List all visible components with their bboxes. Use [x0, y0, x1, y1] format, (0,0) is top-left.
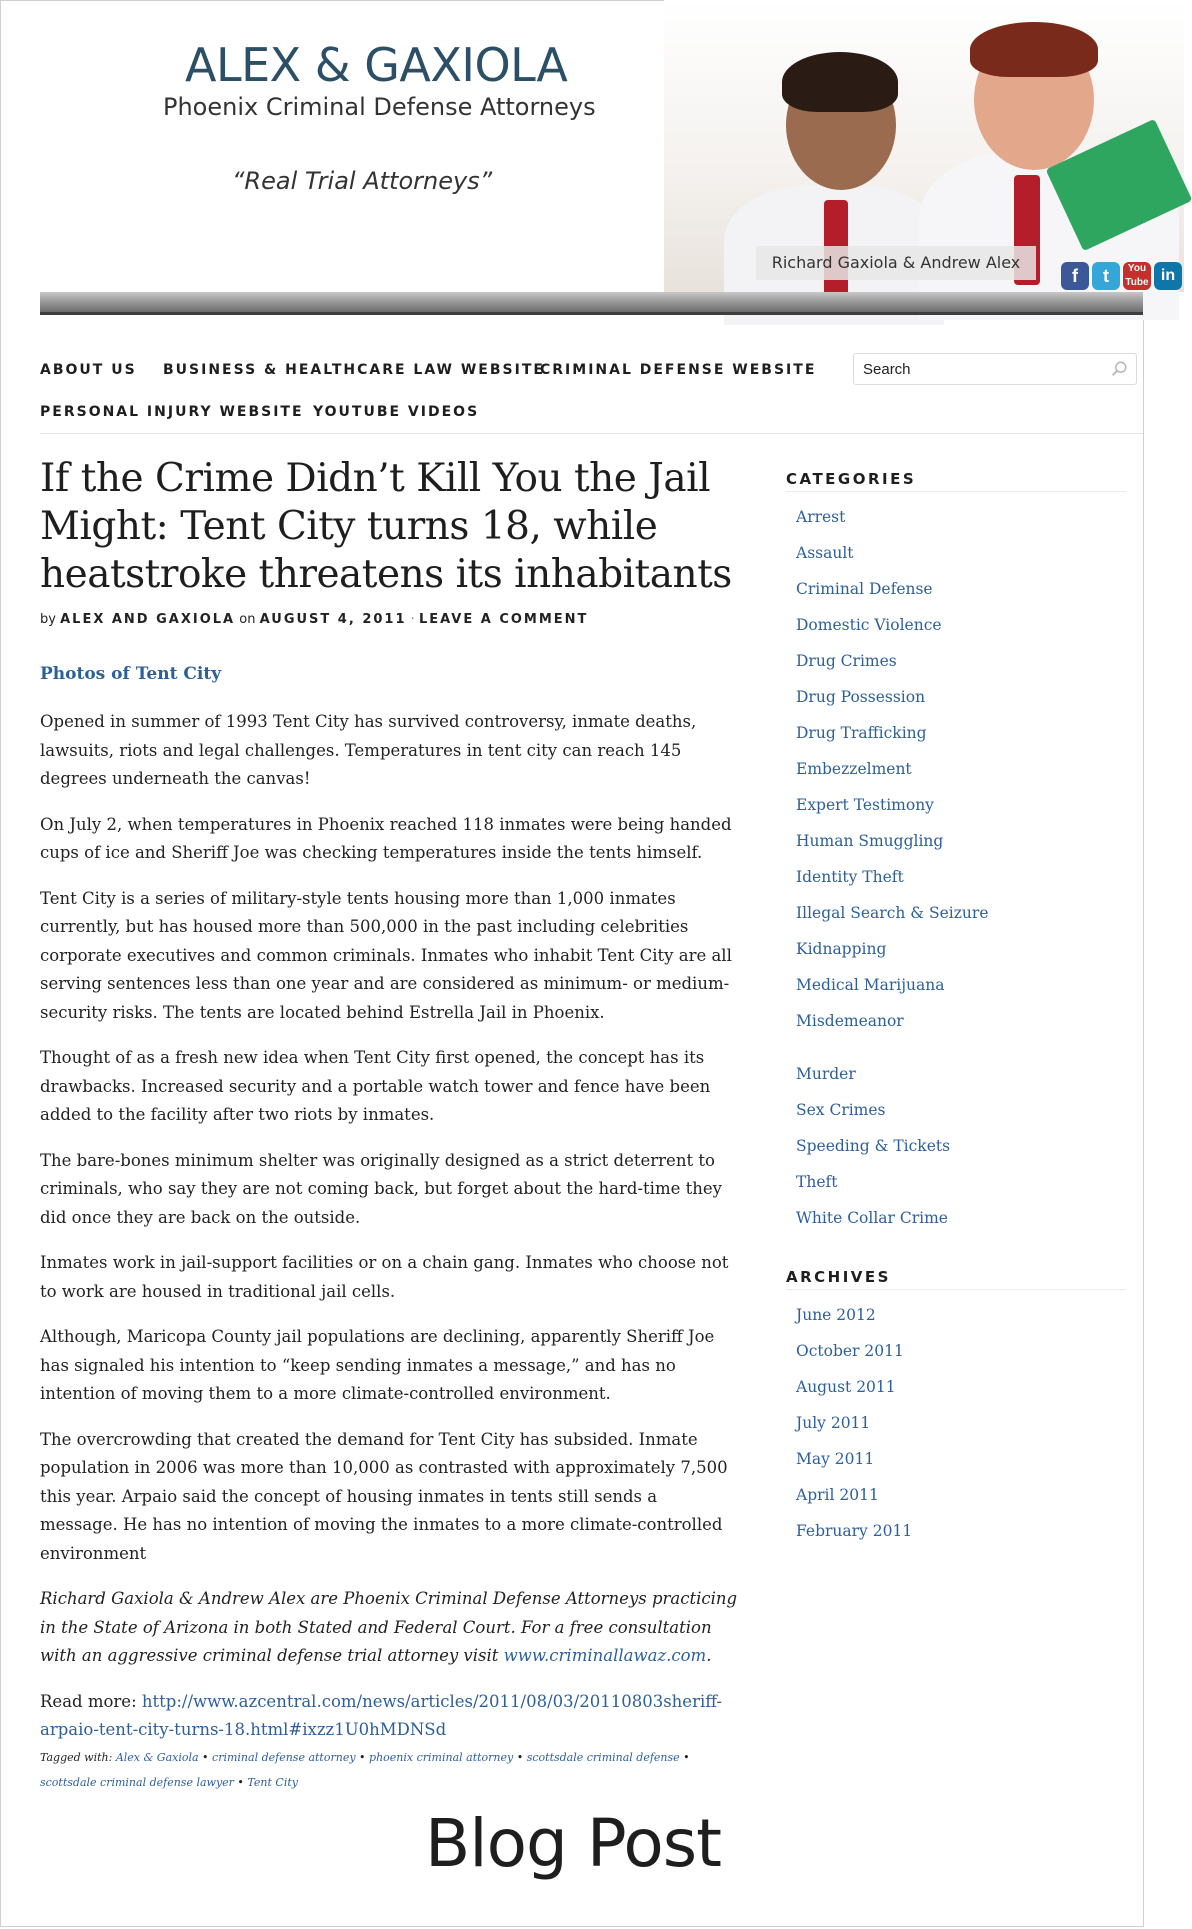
youtube-icon[interactable]: You Tube — [1123, 262, 1151, 290]
header-divider-bar — [40, 292, 1143, 315]
nav-about-us[interactable]: ABOUT US — [40, 362, 137, 378]
category-link[interactable]: Drug Crimes — [796, 652, 897, 670]
read-more-label: Read more: — [40, 1691, 142, 1711]
twitter-icon[interactable]: t — [1092, 262, 1120, 290]
site-header — [40, 0, 1176, 292]
article-paragraph: The overcrowding that created the demand for Tent City has subsided. Inmate population in 2006 was more than 10,000 as contrasted with approximately 7,500 this year. Arpaio said the concept of housing inmates in tents still sends a message. He has no intention of moving the inmates to a more climate-controlled environment — [40, 1429, 728, 1563]
linkedin-icon[interactable]: in — [1154, 262, 1182, 290]
category-link[interactable]: Identity Theft — [796, 868, 904, 886]
category-link[interactable]: Arrest — [796, 508, 846, 526]
social-icons — [1061, 262, 1182, 290]
article-title: If the Crime Didn’t Kill You the Jail Might: Tent City turns 18, while heatstroke threatens its inhabitants — [40, 456, 732, 597]
archives-heading: ARCHIVES — [786, 1268, 891, 1286]
article-paragraph: Although, Maricopa County jail populations are declining, apparently Sheriff Joe has signaled his intention to “keep sending inmates a message,” and has no intention of moving them to a more climate-controlled environment. — [40, 1327, 715, 1403]
archive-link[interactable]: February 2011 — [796, 1522, 913, 1540]
category-link[interactable]: White Collar Crime — [796, 1209, 948, 1227]
article-paragraph: Opened in summer of 1993 Tent City has survived controversy, inmate deaths, lawsuits, riots and legal challenges. Temperatures in tent city can reach 145 degrees underneath the canvas! — [40, 712, 697, 788]
tag-separator: • — [233, 1776, 248, 1789]
archives-divider — [786, 1289, 1126, 1290]
archives-scroll-area[interactable] — [796, 1302, 1126, 1538]
archive-link[interactable]: August 2011 — [796, 1378, 896, 1396]
article-paragraph: The bare-bones minimum shelter was originally designed as a strict deterrent to criminals, who say they are not coming back, but forget about the hard-time they did once they are back on the outside. — [40, 1150, 722, 1227]
tag-link[interactable]: scottsdale criminal defense lawyer — [40, 1776, 234, 1789]
byline-separator: · — [410, 612, 415, 627]
site-subtitle: Phoenix Criminal Defense Attorneys — [163, 93, 596, 121]
archive-link[interactable]: July 2011 — [796, 1414, 871, 1432]
archive-link[interactable]: October 2011 — [796, 1342, 904, 1360]
archive-link[interactable]: June 2012 — [796, 1306, 876, 1324]
nav-business-healthcare[interactable]: BUSINESS & HEALTHCARE LAW WEBSITE — [163, 362, 545, 378]
leave-comment-link[interactable]: LEAVE A COMMENT — [418, 612, 589, 627]
article-paragraph: Inmates work in jail-support facilities or on a chain gang. Inmates who choose not to work are housed in traditional jail cells. — [40, 1253, 729, 1301]
nav-personal-injury[interactable]: PERSONAL INJURY WEBSITE — [40, 404, 304, 420]
category-link[interactable]: Embezzelment — [796, 760, 912, 778]
tag-list — [40, 1745, 740, 1795]
article-paragraph: On July 2, when temperatures in Phoenix reached 118 inmates were being handed cups of ice and Sheriff Joe was checking temperatures inside the tents himself. — [40, 814, 732, 862]
tag-separator: • — [679, 1751, 690, 1764]
closing-text: Richard Gaxiola & Andrew Alex are Phoenix Criminal Defense Attorneys practicing in the State of Arizona in both Stated and Federal Court. For a free consultation with an aggressive criminal defense trial attorney visit — [40, 1589, 738, 1665]
category-link[interactable]: Domestic Violence — [796, 616, 942, 634]
category-link[interactable]: Illegal Search & Seizure — [796, 904, 989, 922]
attorney-left-hair — [782, 52, 898, 112]
category-link[interactable]: Sex Crimes — [796, 1101, 886, 1119]
category-link[interactable]: Misdemeanor — [796, 1012, 904, 1030]
archive-link[interactable]: April 2011 — [796, 1486, 879, 1504]
closing-period: . — [706, 1646, 712, 1665]
search-box — [853, 353, 1137, 385]
photos-of-tent-city-link[interactable]: Photos of Tent City — [40, 664, 222, 684]
category-link[interactable]: Kidnapping — [796, 940, 887, 958]
category-link[interactable]: Assault — [796, 544, 854, 562]
article-byline — [40, 612, 588, 627]
categories-heading: CATEGORIES — [786, 470, 917, 488]
category-link[interactable]: Expert Testimony — [796, 796, 934, 814]
archive-link[interactable]: May 2011 — [796, 1450, 875, 1468]
category-link[interactable]: Speeding & Tickets — [796, 1137, 951, 1155]
byline-on: on — [239, 612, 256, 627]
article-paragraph: Tent City is a series of military-style tents housing more than 1,000 inmates currently, but has housed more than 500,000 in the past including celebrities corporate executives and common criminals. Inmates who inhabit Tent City are all serving sentences less than one year and are considered as minimum- or medium-security risks. The tents are located behind Estrella Jail in Phoenix. — [40, 888, 732, 1022]
tag-link[interactable]: Tent City — [247, 1776, 298, 1789]
category-link[interactable]: Murder — [796, 1065, 856, 1083]
search-input[interactable] — [863, 359, 1093, 379]
site-logo[interactable]: ALEX & GAXIOLA — [185, 38, 568, 92]
nav-divider — [40, 433, 1143, 434]
categories-divider — [786, 491, 1126, 492]
tag-link[interactable]: scottsdale criminal defense — [526, 1751, 680, 1764]
category-link[interactable]: Drug Possession — [796, 688, 926, 706]
criminallawaz-link[interactable]: www.criminallawaz.com — [503, 1646, 707, 1665]
category-link[interactable]: Theft — [796, 1173, 838, 1191]
tag-separator: • — [513, 1751, 527, 1764]
category-link[interactable]: Human Smuggling — [796, 832, 944, 850]
attorney-right-hair — [970, 22, 1098, 77]
byline-author[interactable]: ALEX AND GAXIOLA — [60, 612, 236, 627]
read-more-link[interactable]: http://www.azcentral.com/news/articles/2011/08/03/20110803sheriff-arpaio-tent-city-turns-18.html#ixzz1U0hMDNSd — [40, 1691, 722, 1739]
read-more-paragraph — [40, 1688, 740, 1745]
byline-date: AUGUST 4, 2011 — [259, 612, 407, 627]
byline-by: by — [40, 612, 56, 627]
category-link[interactable]: Criminal Defense — [796, 580, 933, 598]
nav-criminal-defense[interactable]: CRIMINAL DEFENSE WEBSITE — [540, 362, 817, 378]
photo-caption: Richard Gaxiola & Andrew Alex — [756, 246, 1036, 280]
tag-link[interactable]: criminal defense attorney — [212, 1751, 356, 1764]
tag-separator: • — [355, 1751, 370, 1764]
tagged-with-label: Tagged with: — [40, 1751, 116, 1764]
attorneys-photo — [664, 0, 1184, 292]
category-link[interactable]: Drug Trafficking — [796, 724, 927, 742]
nav-youtube-videos[interactable]: YOUTUBE VIDEOS — [313, 404, 480, 420]
facebook-icon[interactable]: f — [1061, 262, 1089, 290]
tag-separator: • — [198, 1751, 213, 1764]
article-paragraph: Thought of as a fresh new idea when Tent City first opened, the concept has its drawbacks. Increased security and a portable watch tower and fence have been added to the facility after two riots by inmates. — [40, 1048, 711, 1124]
tag-link[interactable]: Alex & Gaxiola — [115, 1751, 199, 1764]
search-icon[interactable] — [1110, 360, 1128, 378]
article-body — [40, 708, 740, 1762]
blog-post-caption: Blog Post — [425, 1805, 721, 1882]
category-link[interactable]: Medical Marijuana — [796, 976, 945, 994]
tag-link[interactable]: phoenix criminal attorney — [369, 1751, 514, 1764]
site-tagline: “Real Trial Attorneys” — [232, 167, 493, 195]
closing-paragraph — [40, 1585, 740, 1671]
